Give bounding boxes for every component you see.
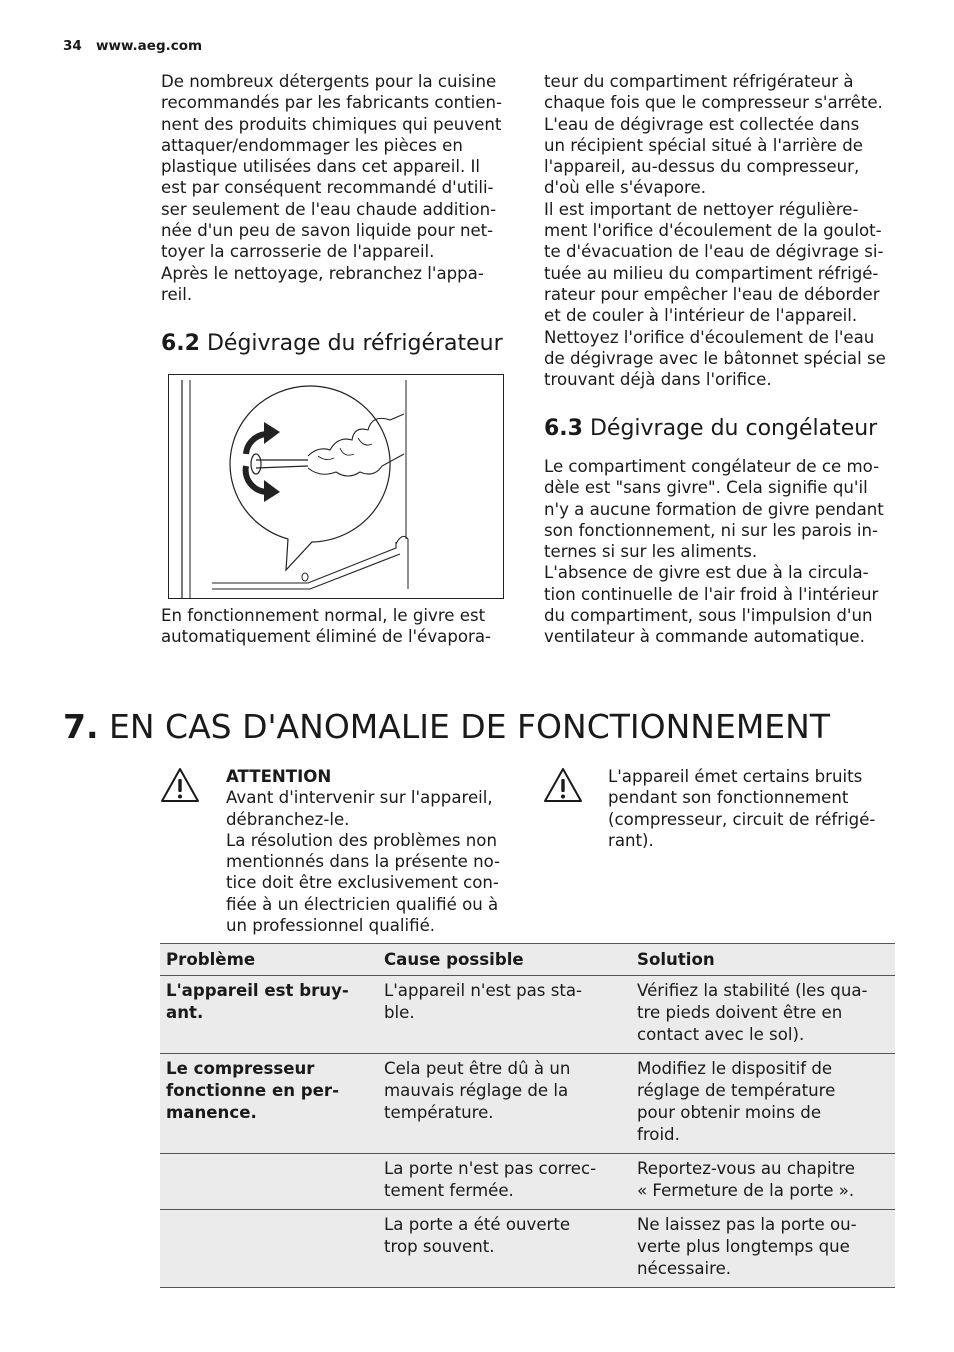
section-title: Dégivrage du réfrigérateur — [206, 331, 503, 356]
text-line: est par conséquent recommandé d'utili- — [161, 178, 494, 198]
text-line: La porte n'est pas correc- — [384, 1159, 597, 1178]
text-line: trouvant déjà dans l'orifice. — [544, 370, 772, 390]
text-line: tion continuelle de l'air froid à l'intérieur — [544, 584, 879, 604]
text-line: réglage de température — [637, 1081, 836, 1100]
text-line: ser seulement de l'eau chaude addition- — [161, 199, 497, 219]
table-row — [160, 1210, 895, 1288]
text-line: Il est important de nettoyer régulière- — [544, 199, 859, 219]
text-line: ble. — [384, 1003, 415, 1022]
website-url: www.aeg.com — [96, 38, 203, 54]
cause-cell — [378, 1154, 631, 1210]
problem-cell — [160, 1154, 378, 1210]
noise-note — [608, 766, 875, 851]
header-cause: Cause possible — [378, 944, 631, 976]
text-line: L'appareil est bruy- — [166, 981, 349, 1000]
text-line: verte plus longtemps que — [637, 1237, 850, 1256]
text-line: tement fermée. — [384, 1181, 514, 1200]
text-line: (compresseur, circuit de réfrigé- — [608, 809, 876, 829]
text-line: rant). — [608, 830, 654, 850]
chapter-number: 7. — [63, 707, 99, 746]
text-line: En fonctionnement normal, le givre est — [161, 606, 486, 625]
text-line: débranchez-le. — [226, 809, 350, 829]
text-line: un professionnel qualifié. — [226, 916, 436, 936]
text-line: ment l'orifice d'écoulement de la goulot- — [544, 221, 882, 241]
table-row — [160, 1154, 895, 1210]
intro-paragraph — [161, 71, 502, 305]
text-line: fiée à un électricien qualifié ou à — [226, 894, 499, 914]
text-line: et de couler à l'intérieur de l'appareil. — [544, 306, 858, 326]
section-6-3-heading — [544, 416, 877, 442]
text-line: pour obtenir moins de — [637, 1103, 822, 1122]
note-title: ATTENTION — [226, 767, 332, 786]
warning-triangle-icon — [160, 767, 200, 803]
text-line: La résolution des problèmes non — [226, 830, 497, 850]
text-line: nécessaire. — [637, 1259, 732, 1278]
text-line: Vérifiez la stabilité (les qua- — [637, 981, 868, 1000]
text-line: L'eau de dégivrage est collectée dans — [544, 114, 860, 134]
solution-cell — [631, 1154, 895, 1210]
after-figure-paragraph — [161, 605, 491, 648]
text-line: n'y a aucune formation de givre pendant — [544, 499, 884, 519]
solution-cell — [631, 1210, 895, 1288]
section-number: 6.3 — [544, 416, 583, 441]
troubleshooting-table — [160, 943, 895, 1288]
text-line: chaque fois que le compresseur s'arrête. — [544, 93, 883, 113]
text-line: reil. — [161, 284, 193, 304]
text-line: Reportez-vous au chapitre — [637, 1159, 855, 1178]
cause-cell — [378, 1054, 631, 1154]
solution-cell — [631, 1054, 895, 1154]
text-line: te d'évacuation de l'eau de dégivrage si- — [544, 242, 884, 262]
text-line: plastique utilisées dans cet appareil. Il — [161, 157, 481, 177]
text-line: froid. — [637, 1125, 680, 1144]
text-line: ant. — [166, 1003, 204, 1022]
text-line: mauvais réglage de la — [384, 1081, 569, 1100]
text-line: Le compartiment congélateur de ce mo- — [544, 457, 880, 476]
text-line: trop souvent. — [384, 1237, 495, 1256]
chapter-title: EN CAS D'ANOMALIE DE FONCTIONNEMENT — [109, 707, 830, 746]
header-problem: Problème — [160, 944, 378, 976]
text-line: nent des produits chimiques qui peuvent — [161, 114, 502, 134]
text-line: d'où elle s'évapore. — [544, 178, 706, 198]
page-number: 34 — [63, 38, 82, 54]
text-line: De nombreux détergents pour la cuisine — [161, 72, 497, 91]
header-solution: Solution — [631, 944, 895, 976]
text-line: Après le nettoyage, rebranchez l'appa- — [161, 263, 484, 283]
section-title: Dégivrage du congélateur — [589, 416, 878, 441]
section-6-2-heading — [161, 331, 503, 357]
text-line: dèle est "sans givre". Cela signifie qu'il — [544, 478, 868, 498]
text-line: Modifiez le dispositif de — [637, 1059, 833, 1078]
problem-cell — [160, 976, 378, 1054]
table-header-row — [160, 944, 895, 976]
text-line: ventilateur à commande automatique. — [544, 627, 865, 647]
text-line: mentionnés dans la présente no- — [226, 852, 501, 872]
text-line: née d'un peu de savon liquide pour net- — [161, 221, 494, 241]
text-line: contact avec le sol). — [637, 1025, 805, 1044]
text-line: teur du compartiment réfrigérateur à — [544, 72, 854, 91]
text-line: Nettoyez l'orifice d'écoulement de l'eau — [544, 327, 875, 347]
table-row — [160, 976, 895, 1054]
text-line: son fonctionnement, ni sur les parois in- — [544, 520, 879, 540]
cause-cell — [378, 976, 631, 1054]
text-line: recommandés par les fabricants contien- — [161, 93, 502, 113]
text-line: ternes si sur les aliments. — [544, 542, 758, 562]
text-line: tice doit être exclusivement con- — [226, 873, 499, 893]
problem-cell — [160, 1054, 378, 1154]
text-line: Le compresseur — [166, 1059, 315, 1078]
section-number: 6.2 — [161, 331, 200, 356]
chapter-7-heading — [63, 705, 830, 749]
text-line: L'appareil émet certains bruits — [608, 767, 863, 786]
text-line: un récipient spécial situé à l'arrière de — [544, 135, 863, 155]
attention-note — [226, 766, 500, 936]
solution-cell — [631, 976, 895, 1054]
text-line: du compartiment, sous l'impulsion d'un — [544, 606, 873, 626]
text-line: rateur pour empêcher l'eau de déborder — [544, 284, 880, 304]
text-line: Ne laissez pas la porte ou- — [637, 1215, 857, 1234]
text-line: Cela peut être dû à un — [384, 1059, 571, 1078]
text-line: tuée au milieu du compartiment réfrigé- — [544, 263, 879, 283]
text-line: L'absence de givre est due à la circula- — [544, 563, 869, 583]
text-line: L'appareil n'est pas sta- — [384, 981, 583, 1000]
text-line: automatiquement éliminé de l'évapora- — [161, 627, 491, 647]
text-line: « Fermeture de la porte ». — [637, 1181, 855, 1200]
text-line: attaquer/endommager les pièces en — [161, 135, 463, 155]
continued-paragraph — [544, 71, 886, 390]
problem-cell — [160, 1210, 378, 1288]
text-line: l'appareil, au-dessus du compresseur, — [544, 157, 860, 177]
text-line: de dégivrage avec le bâtonnet spécial se — [544, 348, 886, 368]
text-line: La porte a été ouverte — [384, 1215, 571, 1234]
text-line: pendant son fonctionnement — [608, 788, 849, 808]
text-line: température. — [384, 1103, 494, 1122]
table-row — [160, 1054, 895, 1154]
warning-triangle-icon — [543, 767, 583, 803]
freezer-paragraph — [544, 456, 884, 648]
cause-cell — [378, 1210, 631, 1288]
defrost-drain-cleaning-illustration — [168, 374, 504, 599]
text-line: manence. — [166, 1103, 257, 1122]
text-line: toyer la carrosserie de l'appareil. — [161, 242, 435, 262]
text-line: fonctionne en per- — [166, 1081, 339, 1100]
text-line: tre pieds doivent être en — [637, 1003, 843, 1022]
text-line: Avant d'intervenir sur l'appareil, — [226, 788, 493, 808]
